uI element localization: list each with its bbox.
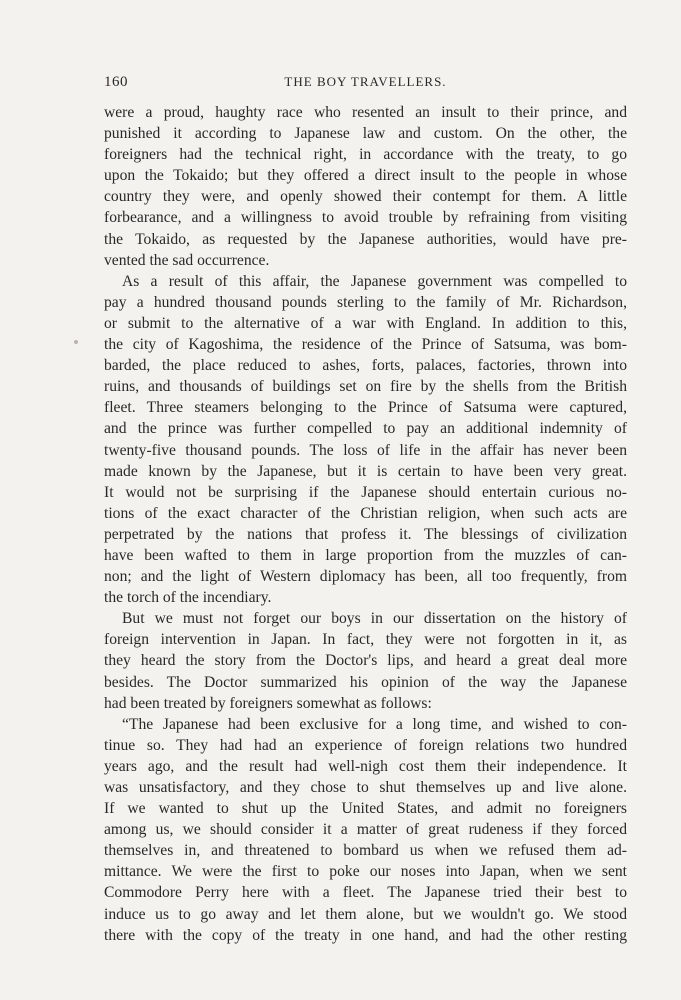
text-line: foreigners had the technical right, in accordance with the treaty, to go bbox=[104, 146, 627, 164]
text-line: pay a hundred thousand pounds sterling to the family of Mr. Richardson, bbox=[104, 293, 627, 311]
text-line: there with the copy of the treaty in one hand, and had the other resting bbox=[104, 926, 627, 944]
text-line: barded, the place reduced to ashes, forts, palaces, factories, thrown into bbox=[104, 357, 627, 375]
text-line: If we wanted to shut up the United States, and admit no foreigners bbox=[104, 800, 627, 818]
text-line: made known by the Japanese, but it is certain to have been very great. bbox=[104, 462, 627, 480]
text-line: among us, we should consider it a matter of great rudeness if they forced bbox=[104, 821, 627, 839]
text-line: ruins, and thousands of buildings set on fire by the shells from the British bbox=[104, 378, 627, 396]
text-line: non; and the light of Western diplomacy has been, all too frequently, from bbox=[104, 568, 627, 586]
text-line: the Tokaido, as requested by the Japanese authorities, would have pre- bbox=[104, 230, 627, 248]
page-number: 160 bbox=[104, 74, 128, 90]
text-line: But we must not forget our boys in our dissertation on the history of bbox=[122, 610, 627, 628]
text-line: was unsatisfactory, and they chose to shut themselves up and live alone. bbox=[104, 779, 627, 796]
text-line: As a result of this affair, the Japanese government was compelled to bbox=[122, 272, 627, 290]
text-line: It would not be surprising if the Japanese should entertain curious no- bbox=[104, 483, 627, 501]
text-line: the torch of the incendiary. bbox=[104, 589, 272, 607]
text-line: twenty-five thousand pounds. The loss of life in the affair has never been bbox=[104, 441, 627, 459]
running-title: THE BOY TRAVELLERS. bbox=[284, 74, 447, 89]
text-line: foreign intervention in Japan. In fact, they were not forgotten in it, as bbox=[104, 631, 627, 649]
text-line: or submit to the alternative of a war with England. In addition to this, bbox=[104, 314, 627, 332]
body-text bbox=[104, 102, 627, 946]
text-line: upon the Tokaido; but they offered a direct insult to the people in whose bbox=[104, 167, 627, 185]
text-line: Commodore Perry here with a fleet. The Japanese tried their best to bbox=[104, 884, 627, 902]
text-line: mittance. We were the first to poke our noses into Japan, when we sent bbox=[104, 863, 627, 881]
text-line: forbearance, and a willingness to avoid trouble by refraining from visiting bbox=[104, 209, 627, 227]
margin-speck bbox=[74, 340, 78, 344]
text-line: had been treated by foreigners somewhat as follows: bbox=[104, 694, 432, 712]
text-line: tinue so. They had had an experience of foreign relations two hundred bbox=[104, 736, 627, 754]
text-line: fleet. Three steamers belonging to the Prince of Satsuma were captured, bbox=[104, 399, 627, 417]
text-line: were a proud, haughty race who resented an insult to their prince, and bbox=[104, 104, 627, 121]
text-line: perpetrated by the nations that profess it. The blessings of civilization bbox=[104, 525, 627, 543]
text-line: themselves in, and threatened to bombard us when we refused them ad- bbox=[104, 842, 627, 860]
text-line: “The Japanese had been exclusive for a long time, and wished to con- bbox=[122, 715, 627, 733]
text-line: they heard the story from the Doctor's lips, and heard a great deal more bbox=[104, 652, 627, 670]
text-line: tions of the exact character of the Christian religion, when such acts are bbox=[104, 504, 627, 522]
text-line: country they were, and openly showed their contempt for them. A little bbox=[104, 188, 627, 206]
text-line: the city of Kagoshima, the residence of the Prince of Satsuma, was bom- bbox=[104, 336, 627, 354]
text-line: and the prince was further compelled to pay an additional indemnity of bbox=[104, 420, 627, 438]
text-line: induce us to go away and let them alone, but we wouldn't go. We stood bbox=[104, 905, 627, 923]
text-line: have been wafted to them in large proportion from the muzzles of can- bbox=[104, 546, 627, 564]
page-header bbox=[104, 74, 627, 94]
text-line: punished it according to Japanese law and custom. On the other, the bbox=[104, 125, 627, 143]
text-line: vented the sad occurrence. bbox=[104, 251, 270, 269]
text-line: besides. The Doctor summarized his opinion of the way the Japanese bbox=[104, 673, 627, 691]
text-line: years ago, and the result had well-nigh cost them their independence. It bbox=[104, 757, 627, 775]
